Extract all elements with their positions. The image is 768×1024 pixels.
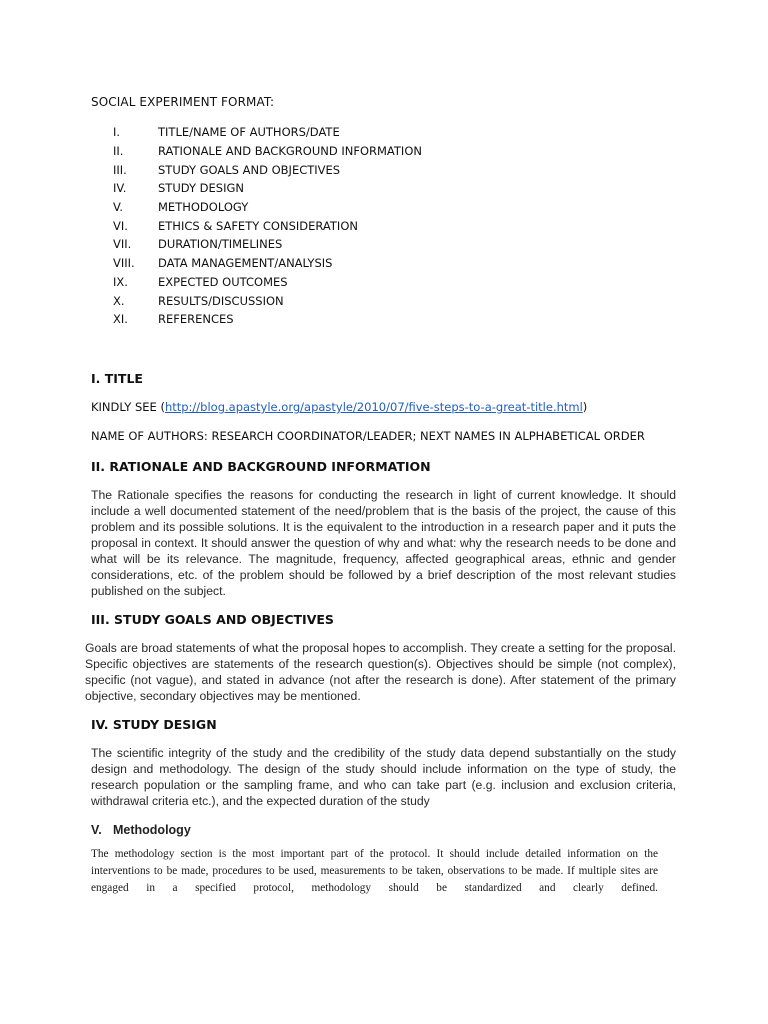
kindly-see-line	[91, 400, 587, 414]
toc-number: V.	[113, 200, 124, 215]
toc-item	[113, 142, 533, 161]
toc-label: STUDY GOALS AND OBJECTIVES	[158, 162, 341, 177]
toc-number: VII.	[113, 237, 132, 252]
toc-number: VI.	[113, 218, 128, 233]
toc-number: III.	[113, 162, 127, 177]
toc-item	[113, 198, 533, 217]
toc-number: VIII.	[113, 256, 135, 271]
toc-number: I.	[113, 125, 121, 140]
authors-line: NAME OF AUTHORS: RESEARCH COORDINATOR/LEADER; NEXT NAMES IN ALPHABETICAL ORDER	[91, 429, 645, 443]
goals-paragraph: Goals are broad statements of what the proposal hopes to accomplish. They create a setting for the proposal. Specific objectives are statements of the research question(s). Objectives should be simple (not complex), specific (not vague), and stated in advance (not after the research is done). After statement of the primary objective, secondary objectives may be mentioned.	[85, 641, 676, 703]
section-heading-rationale: II. RATIONALE AND BACKGROUND INFORMATION	[91, 459, 431, 474]
toc-item	[113, 179, 533, 198]
section-heading-title: I. TITLE	[91, 371, 143, 386]
toc-label: ETHICS & SAFETY CONSIDERATION	[158, 218, 358, 233]
toc-label: DATA MANAGEMENT/ANALYSIS	[158, 256, 333, 271]
format-heading: SOCIAL EXPERIMENT FORMAT:	[91, 95, 275, 109]
kindly-see-suffix: )	[582, 400, 588, 414]
toc-item	[113, 273, 533, 292]
section-heading-methodology	[91, 823, 191, 837]
section-heading-design: IV. STUDY DESIGN	[91, 717, 217, 732]
toc-item	[113, 160, 533, 179]
methodology-number: V.	[91, 823, 102, 837]
section-heading-goals: III. STUDY GOALS AND OBJECTIVES	[91, 612, 334, 627]
toc-item	[113, 235, 533, 254]
toc-number: XI.	[113, 312, 128, 327]
design-paragraph: The scientific integrity of the study and the credibility of the study data depend substantially on the study design and methodology. The design of the study should include information on the type of study, the research population or the sampling frame, and who can take part (e.g. inclusion and exclusion criteria, withdrawal criteria etc.), and the expected duration of the study	[91, 746, 676, 808]
toc-label: STUDY DESIGN	[158, 181, 244, 196]
rationale-paragraph: The Rationale specifies the reasons for conducting the research in light of current knowledge. It should include a well documented statement of the need/problem that is the basis of the project, the cause of this problem and its possible solutions. It is the equivalent to the introduction in a research paper and it puts the proposal in context. It should answer the question of why and what: why the research needs to be done and what will be its relevance. The magnitude, frequency, affected geographical areas, ethnic and gender considerations, etc. of the problem should be followed by a brief description of the most relevant studies published on the subject.	[91, 488, 676, 598]
methodology-paragraph: The methodology section is the most important part of the protocol. It should include detailed information on the interventions to be made, procedures to be used, measurements to be taken, observations to be made. If multiple sites are engaged in a specified protocol, methodology should be standardized and clearly defined.	[91, 848, 658, 894]
toc-label: METHODOLOGY	[158, 200, 249, 215]
toc-label: RESULTS/DISCUSSION	[158, 293, 284, 308]
toc-item	[113, 216, 533, 235]
toc-label: TITLE/NAME OF AUTHORS/DATE	[158, 125, 340, 140]
toc-number: II.	[113, 144, 124, 159]
toc-number: X.	[113, 293, 125, 308]
table-of-contents	[113, 123, 533, 329]
toc-item	[113, 254, 533, 273]
toc-label: EXPECTED OUTCOMES	[158, 274, 288, 289]
toc-label: REFERENCES	[158, 312, 234, 327]
toc-item	[113, 291, 533, 310]
apastyle-link[interactable]: http://blog.apastyle.org/apastyle/2010/07/five-steps-to-a-great-title.html	[164, 400, 583, 414]
toc-item	[113, 123, 533, 142]
toc-number: IV.	[113, 181, 127, 196]
toc-item	[113, 310, 533, 329]
toc-label: DURATION/TIMELINES	[158, 237, 283, 252]
toc-number: IX.	[113, 274, 128, 289]
kindly-see-prefix: KINDLY SEE (	[91, 400, 165, 414]
toc-label: RATIONALE AND BACKGROUND INFORMATION	[158, 144, 422, 159]
methodology-heading-label: Methodology	[113, 823, 191, 837]
